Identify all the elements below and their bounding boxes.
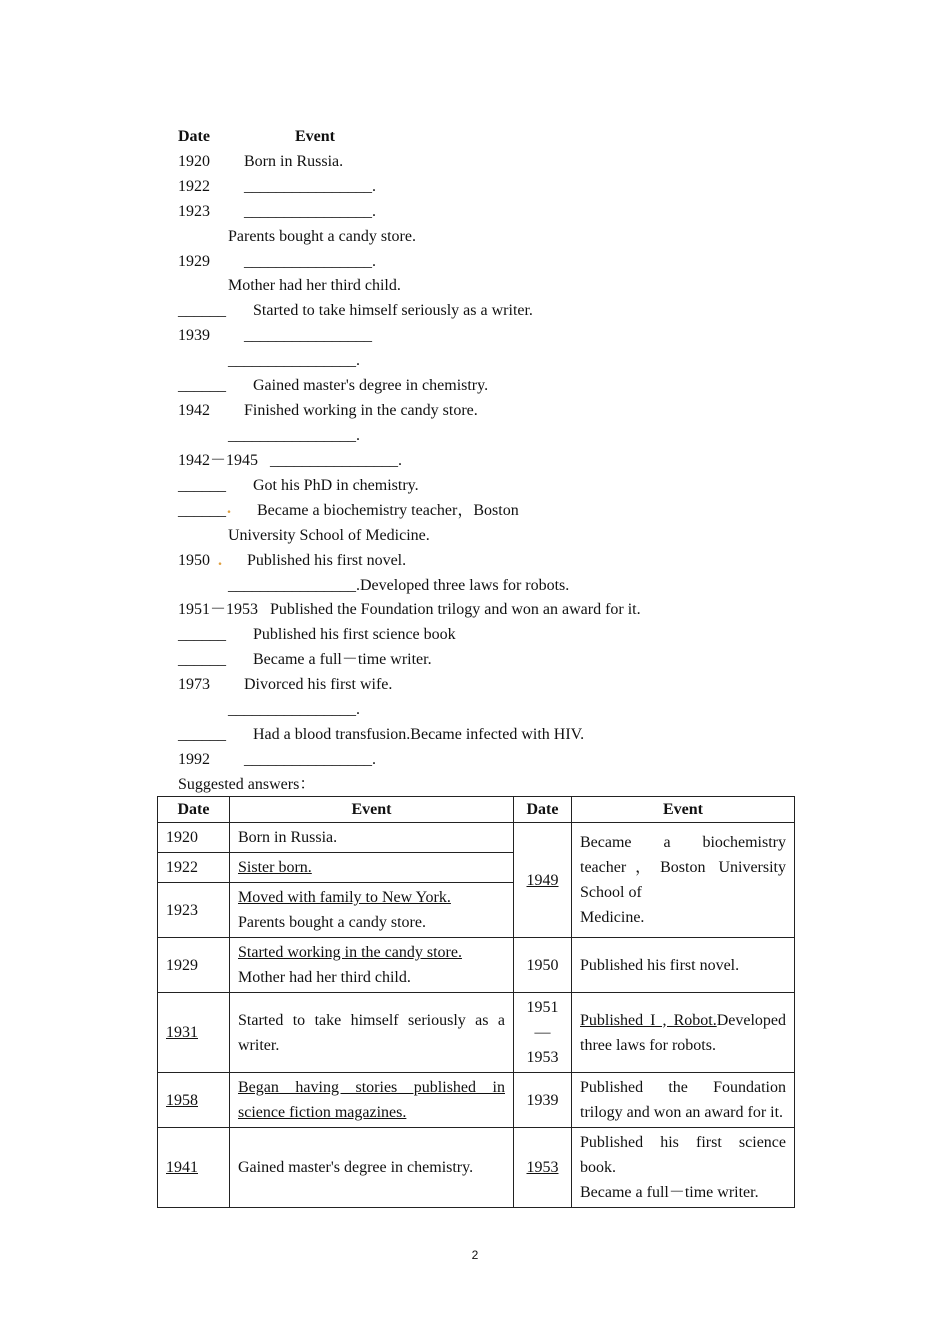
timeline-event: University School of Medicine. — [228, 527, 430, 544]
timeline-date: 1992 — [178, 751, 210, 768]
answer-event — [572, 823, 795, 938]
timeline-event: Became a full－time writer. — [253, 651, 432, 668]
timeline-date: 1942 — [178, 402, 210, 419]
timeline-date: 1929 — [178, 253, 210, 270]
timeline-event: Gained master's degree in chemistry. — [253, 377, 489, 394]
answer-event: Born in Russia. — [230, 823, 514, 853]
answer-date — [158, 993, 230, 1073]
timeline-event: Mother had her third child. — [228, 277, 401, 294]
timeline-blank: ________________. — [244, 178, 376, 195]
answer-date — [158, 1128, 230, 1208]
answer-date-value: 1941 — [166, 1159, 198, 1176]
answer-date-value: 1953 — [526, 1049, 559, 1066]
page-number: 2 — [471, 1248, 479, 1262]
timeline-header-date: Date — [178, 128, 210, 145]
answer-event: Published his first novel. — [572, 938, 795, 993]
timeline-date: 1951－1953 — [178, 601, 259, 618]
timeline-event: Got his PhD in chemistry. — [253, 477, 419, 494]
answer-date-value: 1931 — [166, 1024, 198, 1041]
answer-event-text: Mother had her third child. — [238, 969, 411, 986]
table-row — [158, 1073, 795, 1128]
answer-event — [230, 853, 514, 883]
timeline-blank: ________________. — [228, 701, 360, 718]
answer-event — [572, 993, 795, 1073]
answer-event — [572, 1128, 795, 1208]
timeline-date: 1939 — [178, 327, 210, 344]
timeline-date: 1920 — [178, 153, 210, 170]
answer-date-value: 1953 — [526, 1159, 559, 1176]
answer-event: Started to take himself seriously as a writer. — [230, 993, 514, 1073]
timeline-date-blank: ______ — [178, 502, 226, 519]
answer-event-text: Became a full－time writer. — [580, 1184, 759, 1201]
answer-event-text: Moved with family to New York. — [238, 889, 451, 906]
timeline-date: 1922 — [178, 178, 210, 195]
timeline-blank: ________________. — [244, 203, 376, 220]
answer-event-text: Published his first science book. — [580, 1134, 786, 1176]
answer-date: 1920 — [158, 823, 230, 853]
answer-date — [158, 1073, 230, 1128]
answer-date — [514, 823, 572, 938]
timeline-date-blank: ______ — [178, 302, 226, 319]
answer-event — [230, 1073, 514, 1128]
table-row — [158, 823, 795, 853]
answer-event-text: Sister born. — [238, 859, 312, 876]
timeline-event: Parents bought a candy store. — [228, 228, 416, 245]
timeline-event: Finished working in the candy store. — [244, 402, 478, 419]
timeline-event: Had a blood transfusion.Became infected with HIV. — [253, 726, 585, 743]
col-header-event: Event — [572, 797, 795, 823]
dot-mark: . — [218, 552, 222, 569]
answer-date-value: 1951 — [526, 999, 559, 1016]
answer-event — [230, 883, 514, 938]
answer-date-value: — — [534, 1024, 551, 1041]
col-header-date: Date — [514, 797, 572, 823]
timeline-event: Born in Russia. — [244, 153, 344, 170]
answer-event-text: Began having stories published in science fiction magazines. — [238, 1079, 505, 1121]
timeline-date-blank: ______ — [178, 726, 226, 743]
col-header-event: Event — [230, 797, 514, 823]
timeline-event: Became a biochemistry teacher，Boston — [257, 502, 519, 519]
answers-table — [157, 796, 795, 1208]
timeline-date: 1923 — [178, 203, 210, 220]
timeline-blank: ________________. — [244, 253, 376, 270]
answer-date — [514, 993, 572, 1073]
timeline-date-blank: ______ — [178, 377, 226, 394]
timeline-event: ________________.Developed three laws for robots. — [228, 577, 570, 594]
timeline-blank: ________________. — [228, 427, 360, 444]
answer-event-text: Developed three laws for robots. — [580, 1011, 786, 1054]
timeline-date: 1973 — [178, 676, 210, 693]
timeline-header-event: Event — [295, 128, 335, 145]
answer-date-value: 1958 — [166, 1091, 198, 1109]
timeline-date-blank: ______ — [178, 626, 226, 643]
answer-event-text: Parents bought a candy store. — [238, 914, 426, 931]
answer-event-text: Published I , Robot. — [580, 1011, 717, 1029]
answer-event-text: Started working in the candy store. — [238, 944, 462, 961]
timeline-blank: ________________ — [244, 327, 372, 344]
timeline-blank: ________________. — [228, 352, 360, 369]
table-row — [158, 1128, 795, 1208]
answer-date: 1939 — [514, 1073, 572, 1128]
timeline-event: Published his first science book — [253, 626, 456, 643]
timeline-event: Published the Foundation trilogy and won an award for it. — [270, 601, 641, 618]
suggested-answers-label: Suggested answers： — [178, 776, 316, 793]
timeline-date-blank: ______ — [178, 651, 226, 668]
answer-event-text: Became a biochemistry teacher，Boston University School of — [580, 834, 786, 901]
timeline-blank: ________________. — [270, 452, 402, 469]
dot-mark: . — [227, 500, 231, 517]
timeline-event: Published his first novel. — [247, 552, 407, 569]
answer-event: Published the Foundation trilogy and won an award for it. — [572, 1073, 795, 1128]
table-row — [158, 993, 795, 1073]
answer-date: 1929 — [158, 938, 230, 993]
timeline-date-blank: ______ — [178, 477, 226, 494]
answer-date: 1950 — [514, 938, 572, 993]
answer-date — [514, 1128, 572, 1208]
timeline-date: 1942－1945 — [178, 452, 259, 469]
timeline-blank: ________________. — [244, 751, 376, 768]
answer-event-text: Medicine. — [580, 909, 645, 926]
answer-date: 1923 — [158, 883, 230, 938]
col-header-date: Date — [158, 797, 230, 823]
answer-date-value: 1949 — [526, 871, 559, 889]
answer-event: Gained master's degree in chemistry. — [230, 1128, 514, 1208]
table-row — [158, 938, 795, 993]
timeline-event: Divorced his first wife. — [244, 676, 393, 693]
answer-event — [230, 938, 514, 993]
timeline-event: Started to take himself seriously as a writer. — [253, 302, 533, 319]
table-header-row — [158, 797, 795, 823]
timeline-date: 1950 — [178, 552, 210, 569]
answer-date: 1922 — [158, 853, 230, 883]
